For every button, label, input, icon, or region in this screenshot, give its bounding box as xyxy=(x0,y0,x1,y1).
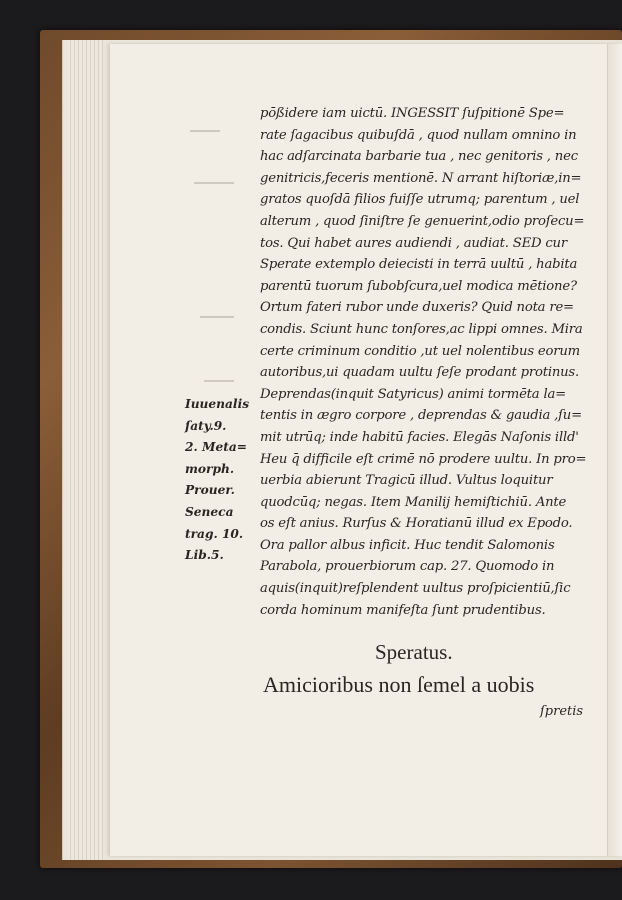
margin-note: Seneca xyxy=(185,504,234,519)
text-line: Heu q̄ difficile eſt crimē nō prodere uultu. In pro= xyxy=(260,451,587,467)
margin-note: Lib.5. xyxy=(185,548,224,563)
margin-note: ſaty.9. xyxy=(185,418,227,433)
catchword: ſpretis xyxy=(540,704,584,719)
text-line: condis. Sciunt hunc tonſores,ac lippi omnes. Mira xyxy=(260,321,583,337)
text-line: certe criminum conditio ,ut uel nolentibus eorum xyxy=(260,343,580,359)
text-line: Deprendas(inquit Satyricus) animi tormēta la= xyxy=(260,386,566,402)
text-line: uerbia abierunt Tragicū illud. Vultus loquitur xyxy=(260,473,553,489)
text-line: genitricis,feceris mentionē. N arrant hiſtoriæ,in= xyxy=(260,170,582,186)
text-line: autoribus,ui quadam uultu ſeſe prodant protinus. xyxy=(260,365,579,381)
text-line: os eſt anius. Rurſus & Horatianū illud ex Epodo. xyxy=(260,516,573,532)
text-line: Ora pallor albus inficit. Huc tendit Salomonis xyxy=(260,537,555,553)
main-text-block xyxy=(260,103,592,621)
text-line: tentis in ægro corpore , deprendas & gaudia ,ſu= xyxy=(260,408,582,424)
page-edge xyxy=(607,44,622,856)
show-through-marks xyxy=(180,130,250,390)
text-line: rate ſagacibus quibuſdā , quod nullam omnino in xyxy=(260,127,577,143)
margin-note: Iuuenalis xyxy=(185,397,250,411)
text-line: aquis(inquit)reſplendent uultus proſpicientiū,ſic xyxy=(260,581,571,597)
text-line: Ortum fateri rubor unde duxeris? Quid nota re= xyxy=(260,300,574,316)
text-line: tos. Qui habet aures audiendi , audiat. SED cur xyxy=(260,235,567,251)
text-line: alterum , quod ſiniſtre ſe genuerint,odio proſecu= xyxy=(260,213,585,229)
section-heading: Speratus. xyxy=(375,640,453,664)
text-line: hac adſarcinata barbarie tua , nec genitoris , nec xyxy=(260,149,578,165)
text-line: parentū tuorum ſubobſcura,uel modica mētione? xyxy=(260,278,577,294)
text-line: mit utrūq; inde habitū facies. Elegās Naſonis illd' xyxy=(260,429,579,445)
text-line: quodcūq; negas. Item Manilij hemiſtichiū. Ante xyxy=(260,494,567,510)
text-line: gratos quoſdā filios fuiſſe utrumq; parentum , uel xyxy=(260,192,580,208)
text-line: corda hominum manifeſta ſunt prudentibus. xyxy=(260,602,546,618)
margin-note: Prouer. xyxy=(185,483,235,498)
margin-note: trag. 10. xyxy=(185,526,244,541)
margin-note: morph. xyxy=(185,461,235,476)
text-line: Parabola, prouerbiorum cap. 27. Quomodo in xyxy=(260,559,555,575)
text-line: pōßidere iam uictū. INGESSIT ſuſpitionē Spe= xyxy=(260,106,565,121)
closing-line: Amicioribus non ſemel a uobis xyxy=(263,672,535,697)
margin-notes xyxy=(185,394,259,567)
text-line: Sperate extemplo deiecisti in terrā uultū , habita xyxy=(260,257,578,273)
margin-note: 2. Meta= xyxy=(185,440,247,455)
